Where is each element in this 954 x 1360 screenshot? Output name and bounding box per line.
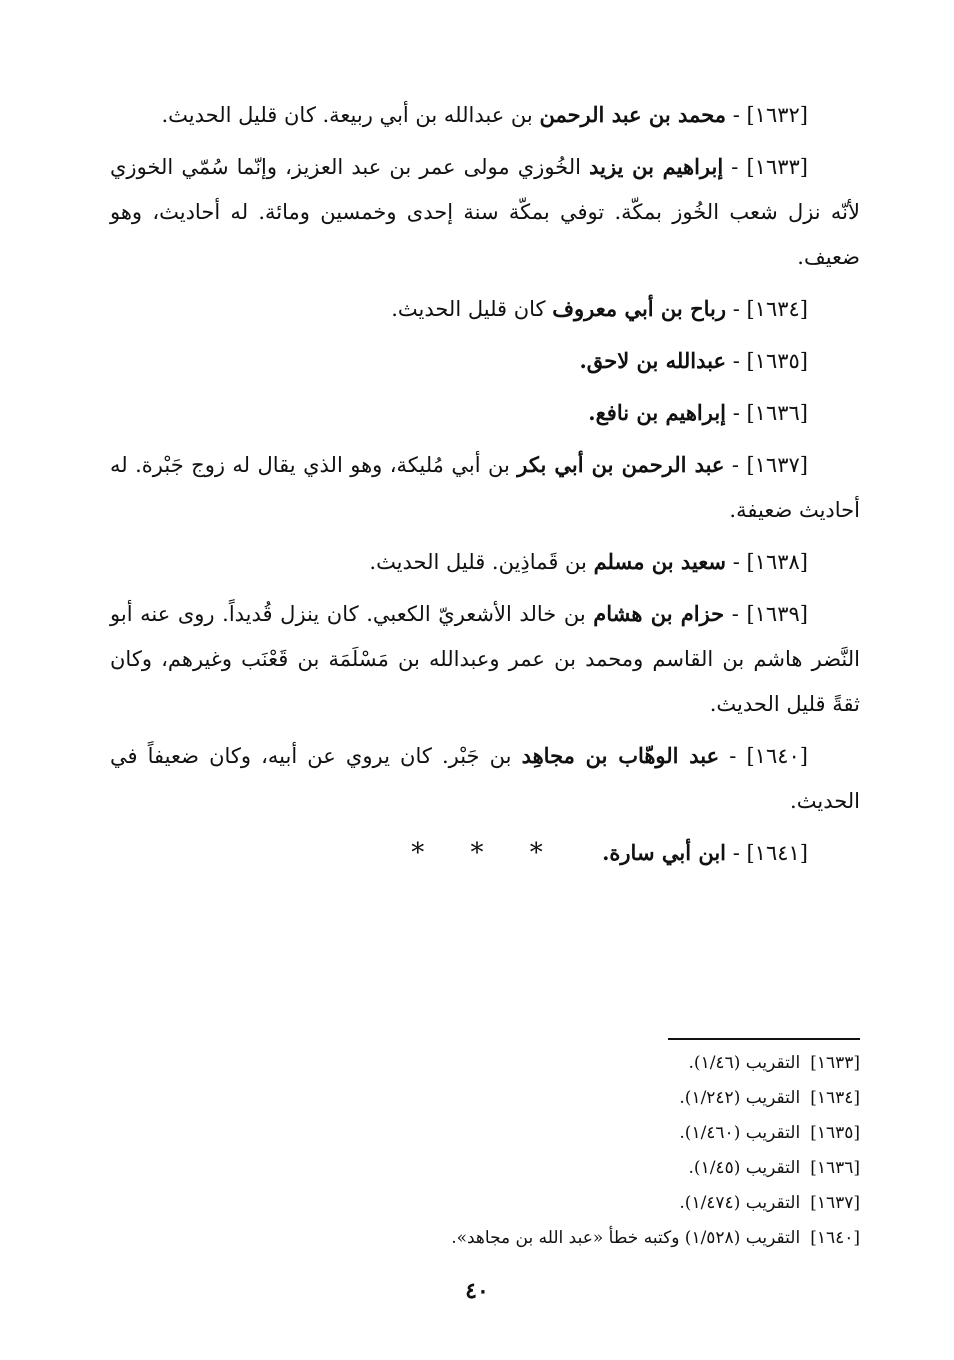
footnote-divider <box>668 1038 860 1040</box>
footnote-number: [١٦٣٧] <box>810 1193 860 1213</box>
entry-text: بن قَماذِين. قليل الحديث. <box>369 550 587 574</box>
footnote-text: التقريب (١/٥٢٨) وكتبه خطأ «عبد الله بن مجاهد». <box>451 1228 801 1248</box>
entry-1638 <box>110 539 860 585</box>
entry-number: [١٦٤١] - <box>732 841 808 865</box>
section-separator: * * * <box>411 838 543 868</box>
footnote-text: التقريب (١/٤٧٤). <box>679 1193 801 1213</box>
entry-text: كان قليل الحديث. <box>391 297 546 321</box>
entry-1640 <box>110 733 860 824</box>
entry-1632 <box>110 92 860 138</box>
entry-1633 <box>110 144 860 280</box>
main-text <box>110 92 860 882</box>
entry-name: سعيد بن مسلم <box>593 549 727 574</box>
entry-1639 <box>110 591 860 727</box>
footnote-text: التقريب (١/٢٤٢). <box>679 1088 801 1108</box>
entry-text: بن جَبْر. كان يروي عن أبيه، وكان ضعيفاً في الحديث. <box>110 744 860 813</box>
entry-number: [١٦٣٣] - <box>731 155 808 179</box>
entry-number: [١٦٤٠] - <box>729 744 808 768</box>
entry-1637 <box>110 442 860 533</box>
entry-1636 <box>110 390 860 436</box>
footnotes <box>110 1046 860 1256</box>
footnote-text: التقريب (١/٤٦). <box>688 1053 801 1073</box>
entry-name: عبد الوهّاب بن مجاهِد <box>521 743 720 768</box>
footnote-1633 <box>110 1046 860 1081</box>
entry-text: بن خالد الأشعريّ الكعبي. كان ينزل قُديداً. روى عنه أبو النَّضر هاشم بن القاسم ومحمد بن عمر وعبدالله بن مَسْلَمَة بن قَعْنَب وغيرهم، وكان ثقةً قليل الحديث. <box>110 602 860 716</box>
footnote-number: [١٦٣٣] <box>810 1053 860 1073</box>
entry-name: ابن أبي سارة. <box>602 840 727 865</box>
footnote-text: التقريب (١/٤٥). <box>688 1158 801 1178</box>
footnote-number: [١٦٣٤] <box>810 1088 860 1108</box>
footnote-1634 <box>110 1081 860 1116</box>
entry-name: إبراهيم بن يزيد <box>589 154 724 179</box>
entry-1634 <box>110 286 860 332</box>
footnote-number: [١٦٣٦] <box>810 1158 860 1178</box>
entry-text: الخُوزي مولى عمر بن عبد العزيز، وإنّما سُمّي الخوزي لأنّه نزل شعب الخُوز بمكّة. توفي بمكّة سنة إحدى وخمسين ومائة. له أحاديث، وهو ضعيف. <box>110 155 860 269</box>
entry-number: [١٦٣٩] - <box>731 602 808 626</box>
footnote-1637 <box>110 1186 860 1221</box>
footnote-1640 <box>110 1221 860 1256</box>
entry-name: محمد بن عبد الرحمن <box>539 102 727 127</box>
entry-number: [١٦٣٥] - <box>732 349 808 373</box>
entry-name: عبدالله بن لاحق. <box>579 348 727 373</box>
entry-text: بن أبي مُليكة، وهو الذي يقال له زوج جَبْرة. له أحاديث ضعيفة. <box>110 453 860 522</box>
page-number: ٤٠ <box>465 1278 489 1304</box>
entry-text: بن عبدالله بن أبي ربيعة. كان قليل الحديث. <box>161 103 533 127</box>
entry-name: حزام بن هشام <box>593 601 725 626</box>
footnote-number: [١٦٣٥] <box>810 1123 860 1143</box>
entry-name: عبد الرحمن بن أبي بكر <box>517 452 725 477</box>
entry-number: [١٦٣٢] - <box>732 103 808 127</box>
entry-number: [١٦٣٨] - <box>732 550 808 574</box>
entry-number: [١٦٣٦] - <box>732 401 808 425</box>
footnote-1635 <box>110 1116 860 1151</box>
entry-number: [١٦٣٤] - <box>732 297 808 321</box>
entry-number: [١٦٣٧] - <box>731 453 808 477</box>
entry-1635 <box>110 338 860 384</box>
footnote-text: التقريب (١/٤٦٠). <box>679 1123 801 1143</box>
entry-name: رباح بن أبي معروف <box>552 296 727 321</box>
entry-name: إبراهيم بن نافع. <box>588 400 727 425</box>
footnote-number: [١٦٤٠] <box>810 1228 860 1248</box>
footnote-1636 <box>110 1151 860 1186</box>
